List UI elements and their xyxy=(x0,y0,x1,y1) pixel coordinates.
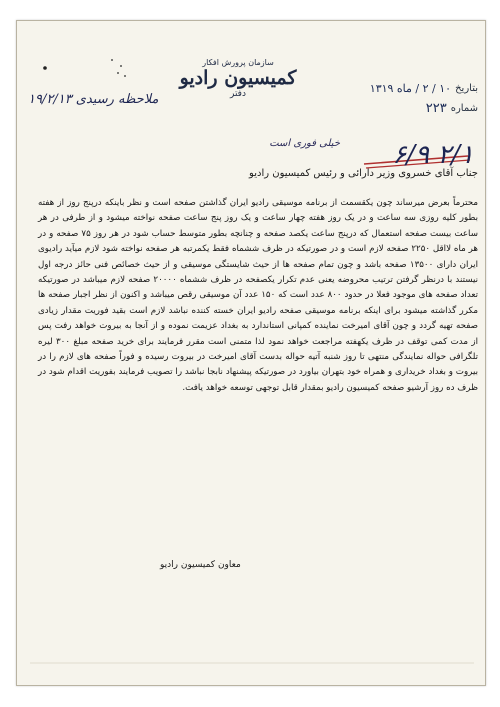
number-label: شماره xyxy=(450,102,478,114)
org-name: کمیسیون رادیو xyxy=(179,67,297,89)
org-department: دفتر xyxy=(230,89,246,99)
signature-line: معاون کمیسیون رادیو xyxy=(160,560,241,570)
org-parent-name: سازمان پرورش افکار xyxy=(202,58,274,67)
date-row xyxy=(328,78,478,98)
filing-number: ۶/۹ ۲/۱ xyxy=(392,140,474,170)
addressee-line: جناب آقای خسروی وزیر دارائی و رئیس کمیسیون رادیو xyxy=(249,168,478,179)
handwritten-urgent-note: خیلی فوری است xyxy=(269,138,340,149)
letter-body: محترماً بعرض میرساند چون یکقسمت از برنامه موسیقی رادیو ایران گذاشتن صفحه است و نظر باینکه درپنج روز از هفته بطور کلیه روزی سه ساعت و در یک روز هفته چهار ساعت و یک روز پنج ساعت صفحه نواخته میشود و از طرفی در هر ساعت بیست صفحه استعمال که درپنج ساعت یکصد صفحه و چنانچه بطور متوسط حساب شود در هر روز ۷۵ صفحه و در هر ماه لااقل ۲۲۵۰ صفحه لازم است و در صورتیکه در ظرف ششماه فقط یکمرتبه هر صفحه نواخته شود لازم میآید رادیوی ایران دارای ۱۳۵۰۰ صفحه باشد و چون تمام صفحه ها از حیث شایستگی موسیقی و از حیث خصائص فنی حائز درجه اول نیستند با درنظر گرفتن ترتیب محروضه یعنی عدم تکرار یکصفحه در ظرف ششماه ۲۰۰۰۰ صفحه لازم میباشد در صورتیکه تعداد صفحه های موجود فعلا در حدود ۸۰۰ عدد است که ۱۵۰ عدد آن موسیقی رقص میباشد و اکنون از نظر اجبار صفحه ها مکرر گذاشته میشود برای اینکه برنامه موسیقی صفحه رادیو ایران خسته کننده نباشد لازم است بقید فوریت مقدار زیادی صفحه تهیه گردد و چون آقای امیرخت نماینده کمپانی استاندارد به بغداد عزیمت نموده و از آنجا به بیروت خواهد رفت پس از مدت کمی توقف در ظرف یکهفته مراجعت خواهد نمود لذا متمنی است مقرر فرمایند برای خرید صفحه مبلغ ۳۰۰ لیره تلگرافی حواله نمایندگی منتهی تا روز شنبه آتیه حواله بدست آقای امیرخت در بیروت رسیده و فوراً صفحه های لازم را در بیروت و بغداد خریداری و همراه خود بتهران بیاورد در صورتیکه پیشنهاد نابجا نباشد را تصویب فرمایند بفوریت اقدام شود در ظرف ده روز آرشیو صفحه کمیسیون رادیو بمقدار قابل توجهی توسعه خواهد یافت. xyxy=(38,198,478,393)
date-label: بتاریخ xyxy=(455,82,478,94)
letterhead xyxy=(178,58,298,99)
number-value: ۲۲۳ xyxy=(425,100,447,116)
handwritten-reference: ملاحظه رسیدی ۱۹/۲/۱۳ xyxy=(28,92,159,107)
letter-meta xyxy=(328,78,478,118)
date-value: ۱۰ / ۲ / ماه ۱۳۱۹ xyxy=(369,81,452,95)
number-row xyxy=(328,98,478,118)
